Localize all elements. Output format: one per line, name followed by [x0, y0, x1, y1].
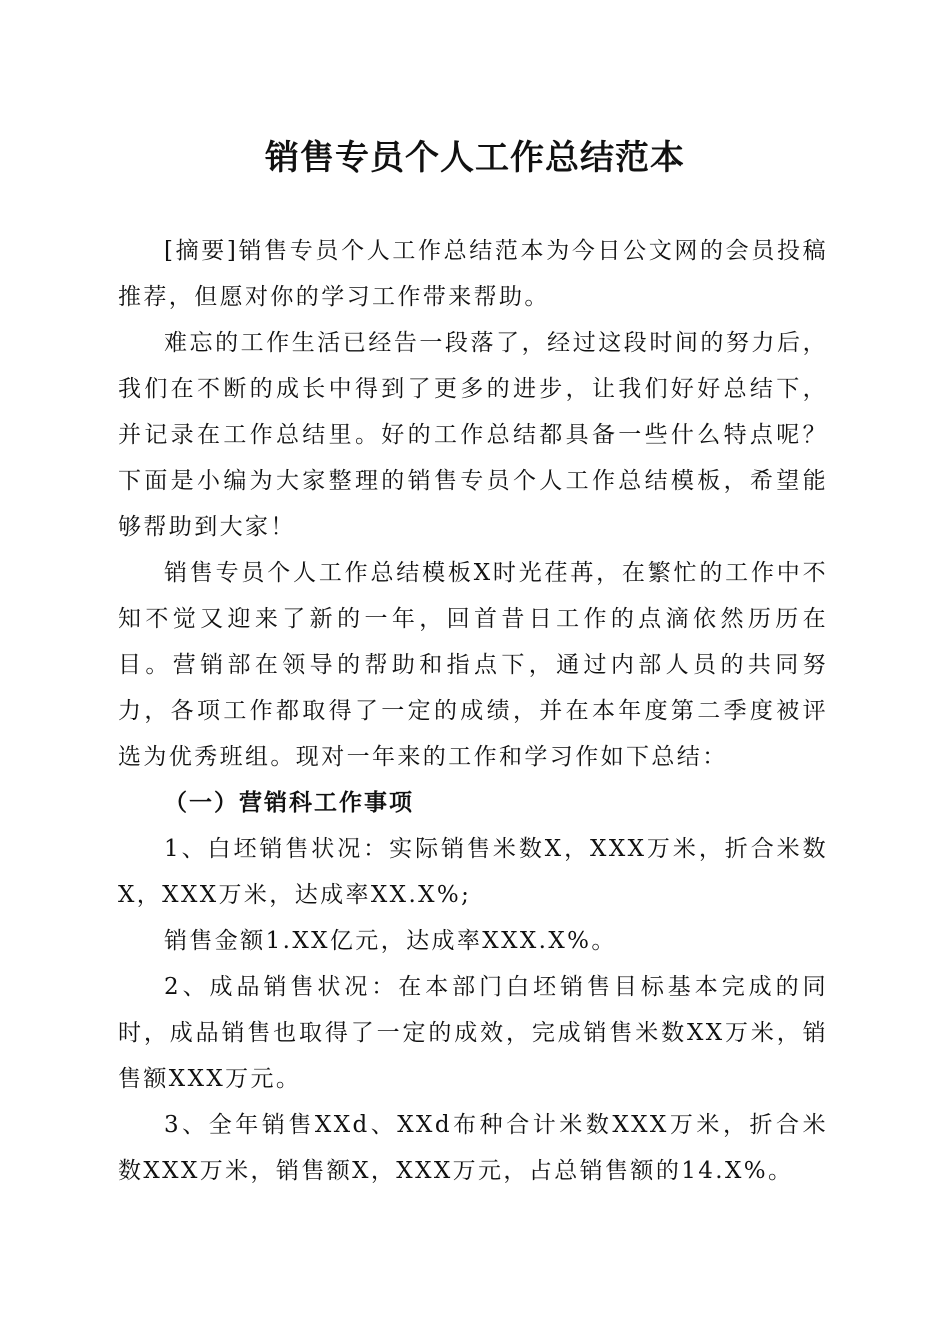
abstract-paragraph: [摘要]销售专员个人工作总结范本为今日公文网的会员投稿推荐，但愿对你的学习工作带来帮助。	[118, 238, 828, 310]
section-heading: （一）营销科工作事项	[164, 789, 414, 816]
overview-paragraph: 销售专员个人工作总结模板X时光荏苒，在繁忙的工作中不知不觉又迎来了新的一年，回首昔日工作的点滴依然历历在目。营销部在领导的帮助和指点下，通过内部人员的共同努力，各项工作都取得了一定的成绩，并在本年度第二季度被评选为优秀班组。现对一年来的工作和学习作如下总结：	[118, 560, 828, 770]
item-3-paragraph: 3、全年销售XXd、XXd布种合计米数XXX万米，折合米数XXX万米，销售额X，XXX万元，占总销售额的14.X%。	[118, 1112, 828, 1184]
document-title: 销售专员个人工作总结范本	[265, 138, 685, 178]
item-1-amount-paragraph: 销售金额1.XX亿元，达成率XXX.X%。	[164, 928, 617, 954]
item-2-paragraph: 2、成品销售状况：在本部门白坯销售目标基本完成的同时，成品销售也取得了一定的成效，完成销售米数XX万米，销售额XXX万元。	[118, 974, 828, 1092]
intro-paragraph: 难忘的工作生活已经告一段落了，经过这段时间的努力后，我们在不断的成长中得到了更多的进步，让我们好好总结下，并记录在工作总结里。好的工作总结都具备一些什么特点呢？下面是小编为大家整理的销售专员个人工作总结模板，希望能够帮助到大家！	[118, 330, 828, 540]
item-1-paragraph: 1、白坯销售状况：实际销售米数X，XXX万米，折合米数X，XXX万米，达成率XX.X%;	[118, 836, 828, 908]
document-body	[118, 228, 828, 1194]
